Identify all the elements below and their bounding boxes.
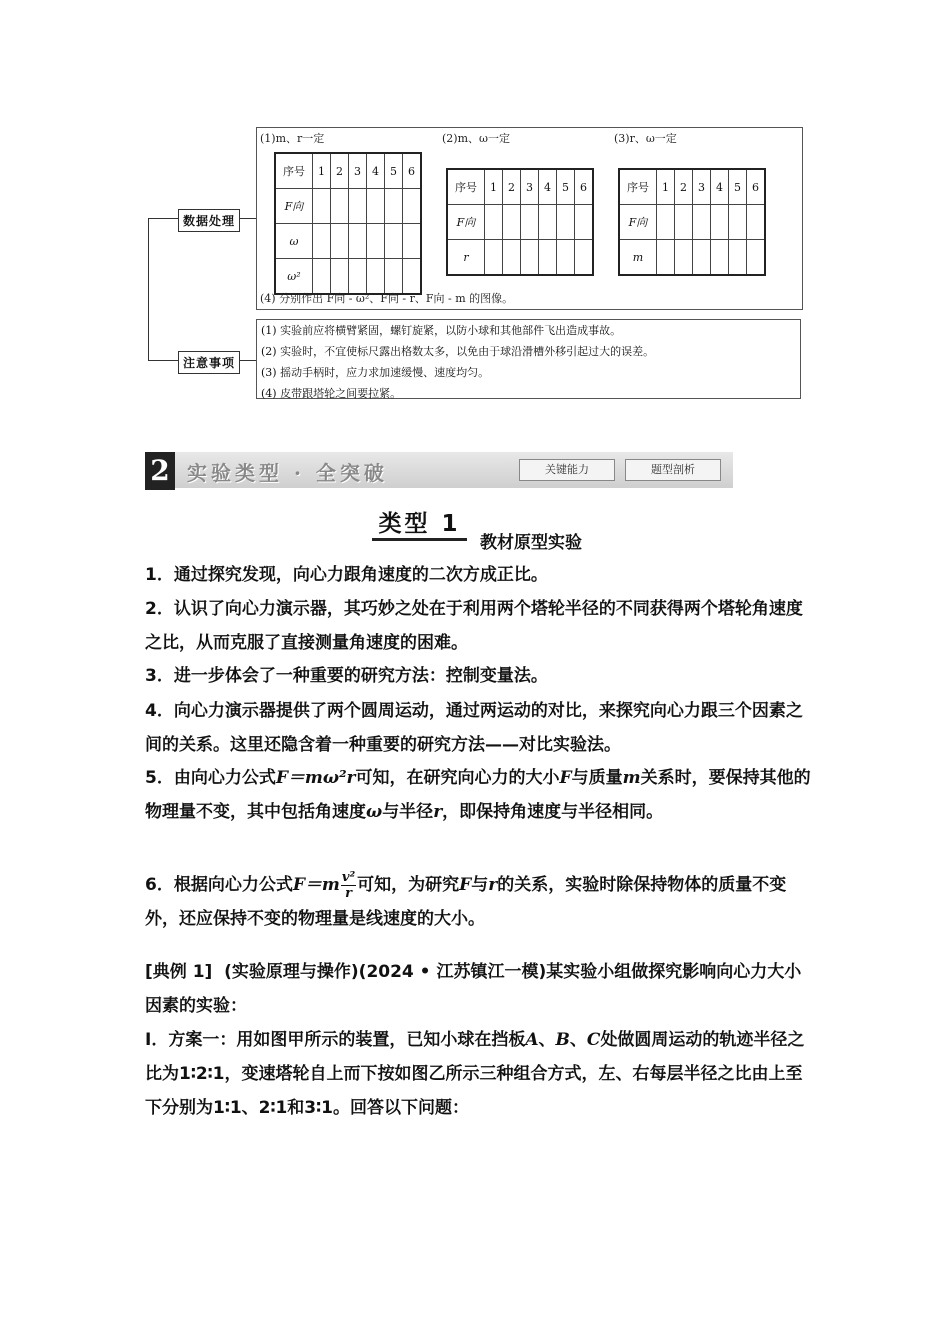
note-item: (2) 实验时，不宜使标尺露出格数太多，以免由于球沿滑槽外移引起过大的误差。 <box>261 345 655 358</box>
row-label: ω <box>275 224 313 259</box>
note-item: (4) 皮带跟塔轮之间要拉紧。 <box>261 387 402 400</box>
row-label: m <box>619 240 657 276</box>
col-6: 6 <box>575 169 594 205</box>
point-6 <box>145 868 815 936</box>
col-3: 3 <box>693 169 711 205</box>
col-4: 4 <box>367 153 385 189</box>
table-header: 序号 <box>275 153 313 189</box>
row-label: ω² <box>275 259 313 295</box>
experiment-summary-diagram <box>0 0 950 410</box>
formula: F＝mω²r <box>275 768 356 788</box>
connector-notes-box <box>238 360 256 361</box>
text: 5．由向心力公式 <box>145 768 276 788</box>
col-4: 4 <box>711 169 729 205</box>
row-label: F向 <box>275 189 313 224</box>
note-item: (1) 实验前应将横臂紧固，螺钉旋紧，以防小球和其他部件飞出造成事故。 <box>261 324 622 337</box>
point-3: 3．进一步体会了一种重要的研究方法：控制变量法。 <box>145 666 548 686</box>
text: 与半径 <box>382 802 434 822</box>
connector-vertical <box>148 218 149 360</box>
text: ，即保持角速度与半径相同。 <box>442 802 664 822</box>
section-subtitle: 教材原型实验 <box>480 533 582 553</box>
var-omega: ω <box>366 802 383 822</box>
point-4: 4．向心力演示器提供了两个圆周运动，通过两运动的对比，来探究向心力跟三个因素之间的关系。这里还隐含着一种重要的研究方法——对比实验法。 <box>145 701 803 755</box>
var-r: r <box>433 802 443 822</box>
col-6: 6 <box>403 153 422 189</box>
row-label: r <box>447 240 485 276</box>
point-2: 2．认识了向心力演示器，其巧妙之处在于利用两个塔轮半径的不同获得两个塔轮角速度之比，从而克服了直接测量角速度的困难。 <box>145 599 803 653</box>
case2-title: (2)m、ω一定 <box>442 132 510 145</box>
col-4: 4 <box>539 169 557 205</box>
col-1: 1 <box>313 153 331 189</box>
text: 可知，为研究 <box>357 875 460 895</box>
var-F: F <box>459 875 472 895</box>
connector-data-box <box>238 218 256 219</box>
point-5 <box>145 761 815 829</box>
col-2: 2 <box>675 169 693 205</box>
case3-title: (3)r、ω一定 <box>614 132 677 145</box>
example-1 <box>145 955 815 1023</box>
col-2: 2 <box>503 169 521 205</box>
var-r: r <box>488 875 498 895</box>
data-processing-box <box>256 127 803 310</box>
text: 关系时，要保持其他的物理量不变，其中包括角速度 <box>145 768 811 822</box>
table-header: 序号 <box>619 169 657 205</box>
example-question <box>145 1023 815 1125</box>
text: 、 <box>538 1030 556 1050</box>
text: 的关系，实验时除保持物体的质量不变外，还应保持不变的物理量是线速度的大小。 <box>145 875 787 929</box>
var-A: A <box>525 1030 539 1050</box>
section-number: 2 <box>145 452 175 490</box>
case1-title: (1)m、r一定 <box>260 132 325 145</box>
var-C: C <box>586 1030 601 1050</box>
fraction-numerator: v² <box>341 869 356 885</box>
connector-notes <box>148 360 178 361</box>
formula: F＝m <box>292 875 340 895</box>
text: 6．根据向心力公式 <box>145 875 293 895</box>
tag-problem-analysis: 题型剖析 <box>625 459 721 481</box>
section-banner <box>145 452 733 488</box>
type-label: 类型 1 <box>372 510 467 541</box>
row-label: F向 <box>619 205 657 240</box>
col-2: 2 <box>331 153 349 189</box>
col-5: 5 <box>557 169 575 205</box>
point-1: 1．通过探究发现，向心力跟角速度的二次方成正比。 <box>145 565 548 585</box>
tag-key-ability: 关键能力 <box>519 459 615 481</box>
connector-data <box>148 218 178 219</box>
example-tag: [典例 1] <box>145 962 213 982</box>
table-header: 序号 <box>447 169 485 205</box>
col-3: 3 <box>521 169 539 205</box>
label-notes: 注意事项 <box>178 351 240 374</box>
col-5: 5 <box>729 169 747 205</box>
case2-table <box>446 168 594 276</box>
col-1: 1 <box>657 169 675 205</box>
example-title: (实验原理与操作)(2024 • 江苏镇江一模)某实验小组做探究影响向心力大小因素的实验： <box>145 962 802 1016</box>
row-label: F向 <box>447 205 485 240</box>
case3-table <box>618 168 766 276</box>
text: 处做圆周运动的轨迹半径之比为1∶2∶1，变速塔轮自上而下按如图乙所示三种组合方式，左、右每层半径之比由上至下分别为1∶1、2∶1和3∶1。回答以下问题： <box>145 1030 805 1118</box>
label-data-processing: 数据处理 <box>178 209 240 232</box>
text: 与质量 <box>571 768 623 788</box>
text: 、 <box>569 1030 587 1050</box>
plot-note: (4) 分别作出 F向 - ω²、F向 - r、F向 - m 的图像。 <box>260 292 514 305</box>
case1-table <box>274 152 422 295</box>
banner-title: 实验类型 · 全突破 <box>187 461 388 485</box>
fraction-denominator: r <box>345 885 352 901</box>
text: 与 <box>471 875 489 895</box>
note-item: (3) 摇动手柄时，应力求加速缓慢、速度均匀。 <box>261 366 490 379</box>
col-6: 6 <box>747 169 766 205</box>
text: 可知，在研究向心力的大小 <box>355 768 560 788</box>
text: Ⅰ．方案一：用如图甲所示的装置，已知小球在挡板 <box>145 1030 526 1050</box>
var-m: m <box>622 768 641 788</box>
col-3: 3 <box>349 153 367 189</box>
var-B: B <box>555 1030 570 1050</box>
col-5: 5 <box>385 153 403 189</box>
col-1: 1 <box>485 169 503 205</box>
var-F: F <box>559 768 572 788</box>
fraction <box>341 870 356 901</box>
notes-box <box>256 319 801 399</box>
